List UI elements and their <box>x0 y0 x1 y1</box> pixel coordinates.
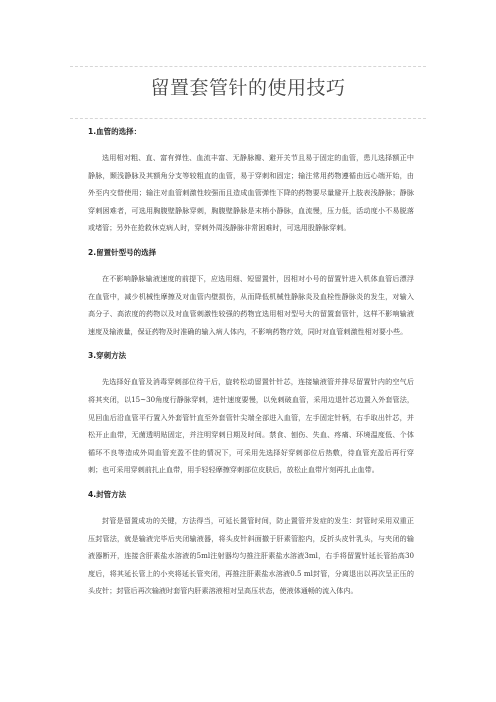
section-heading: 1.血管的选择： <box>88 127 142 136</box>
section-heading: 2.留置针型号的选择 <box>88 247 157 257</box>
document-body <box>88 126 414 610</box>
section-paragraph: 先选择好血管及消毒穿刺部位待干后，旋转松动留置针针芯，连接输液管并排尽留置针内的空气后将其夹闭，以15~30角度行静脉穿刺，进针速度要慢，以免刺破血管，采用边退针芯边置入外套管法，见回血后沿血管平行置入外套管针直至外套管针尖端全部进入血管，左手固定针柄，右手取出针芯，并松开止血带，无菌透明贴固定，并注明穿刺日期及时间。禁食、刨伤、失血、疼痛、环境温度低、个体循环不良等造成外周血管充盈不佳的情况下，可采用先选择好穿刺部位后热敷，待血管充盈后再行穿刺；也可采用穿刺前扎止血带，用手轻轻摩擦穿刺部位皮肤后，放松止血带片刻再扎止血带。 <box>88 377 414 475</box>
title-bottom-divider <box>70 118 426 119</box>
page-title: 留置套管针的使用技巧 <box>150 77 346 99</box>
section-heading: 3.穿刺方法 <box>88 351 127 361</box>
section-vessel-selection <box>88 126 414 237</box>
section-paragraph: 选用相对粗、直、富有弹性、血流丰富、无静脉瓣、避开关节且易于固定的血管，患儿选择额正中静脉，颞浅静脉及其额角分支等较粗直的血管，易于穿刺和固定；输注常用药物遵循由远心端开始，由外至内交替使用；输注对血管刺激性较强而且造成血管弹性下降的药物要尽量避开上肢表浅静脉；静脉穿刺困难者，可选用胸腹壁静脉穿刺，胸腹壁静脉是末梢小静脉，血流慢，压力低，活动度小不易脱落或堵管；另外在抢救休克病人时，穿刺外周浅静脉非常困难时，可选用股静脉穿刺。 <box>88 153 414 233</box>
section-puncture-method <box>88 350 414 479</box>
section-sealing-method <box>88 489 414 600</box>
title-top-divider <box>70 66 426 67</box>
section-paragraph: 封管是留置成功的关键，方法得当，可延长置管时间，防止置管并发症的发生：封管时采用双重正压封管法，就是输液完毕后夹闭输液器，将头皮针斜面撤于肝素管腔内，反折头皮针乳头，与夹闭的输液器断开，连接含肝素盐水溶液的5ml注射器均匀推注肝素盐水溶液3ml，右手将留置针延长管抬高30度后，将其延长管上的小夹将延长管夹闭，再推注肝素盐水溶液0.5 ml封管，分离退出以再次呈正压的头皮针；封管后再次输液时套管内肝素溶液相对呈高压状态，使液体通畅的流入体内。 <box>88 515 414 596</box>
section-heading: 4.封管方法 <box>88 489 127 499</box>
section-paragraph: 在不影响静脉输液速度的前提下，应选用细、短留置针，因相对小号的留置针进入机体血管后漂浮在血管中，减少机械性摩擦及对血管内壁损伤，从而降低机械性静脉炎及血栓性静脉炎的发生，对输入高分子、高浓度的药物以及对血管刺激性较强的药物宜选用相对型号大的留置套管针，这样不影响输液速度及输液量，保证药物及时准确的输入病人体内，不影响药物疗效，同时对血管刺激性相对要小些。 <box>88 273 414 336</box>
section-needle-size <box>88 247 414 340</box>
